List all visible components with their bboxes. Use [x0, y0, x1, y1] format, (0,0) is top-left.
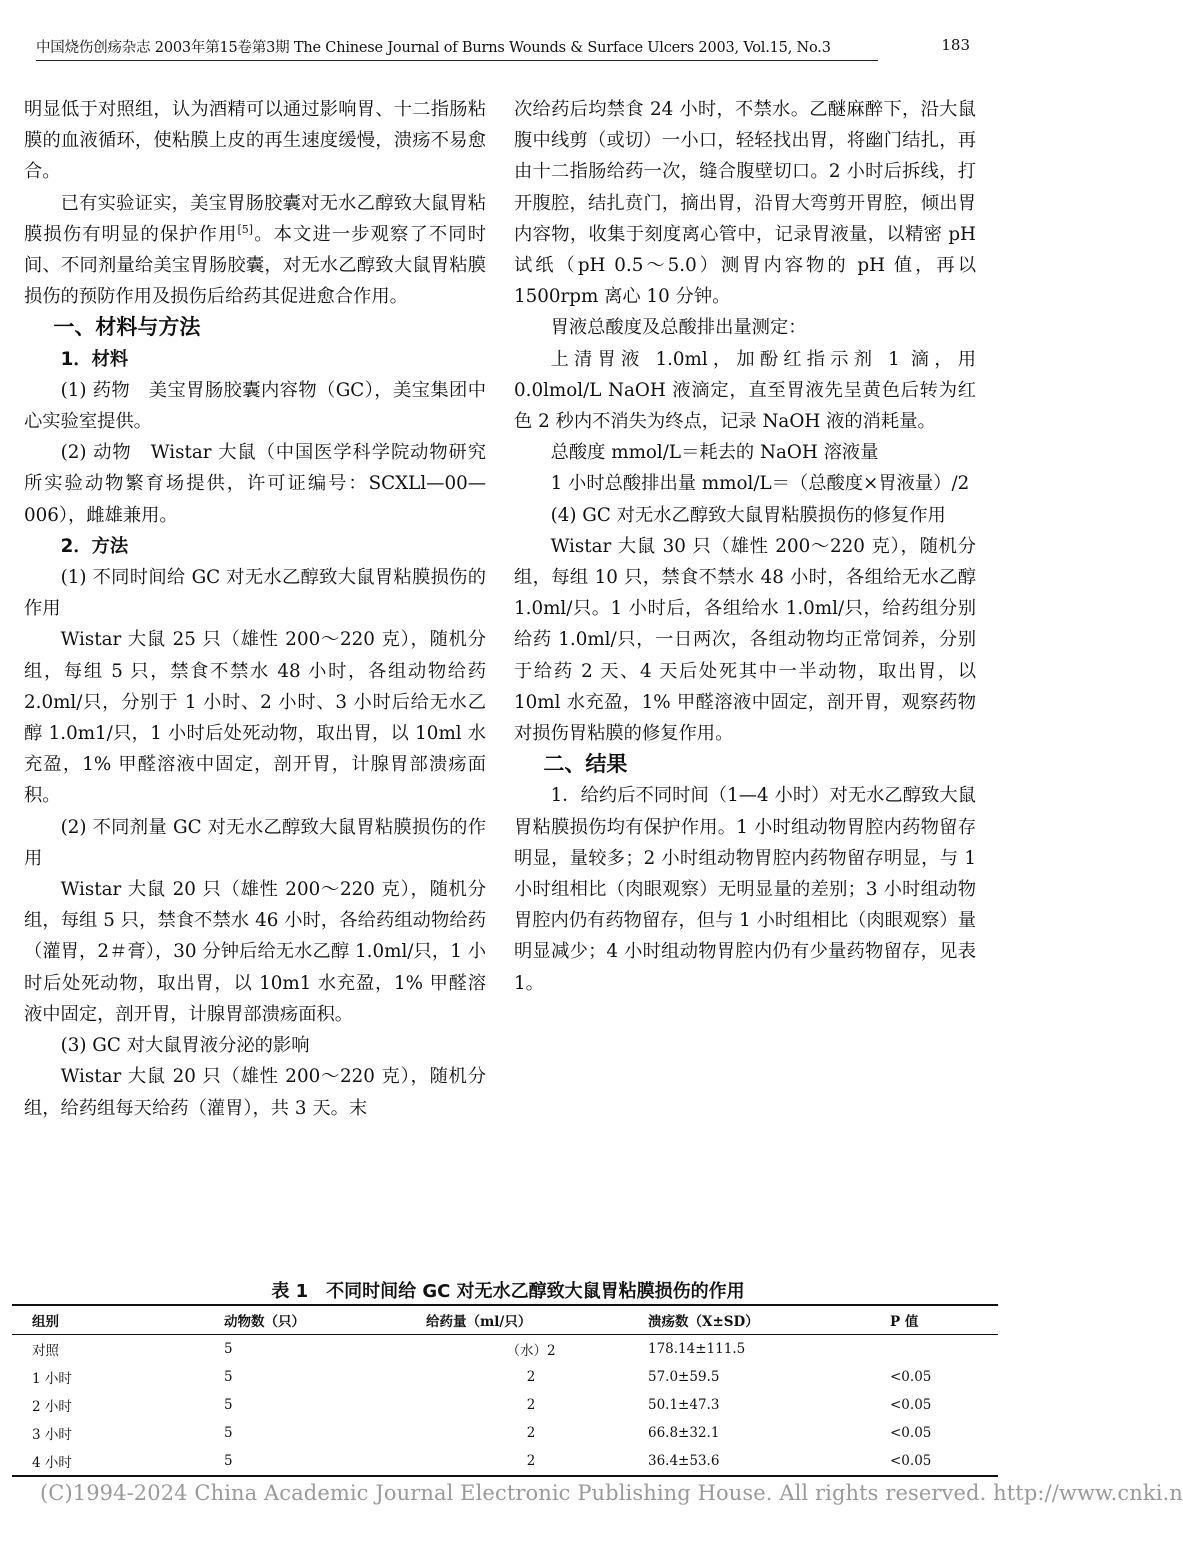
- paragraph-text: Wistar 大鼠 20 只（雄性 200～220 克），随机分组，每组 5 只，禁食不禁水 46 小时，各给药组动物给药（灌胃，2＃膏），30 分钟后给无水乙醇 1.0ml/只，1 小时后处死动物，取出胃，以 10m1 水充盈，1% 甲醛溶液中固定，剖开胃，计腺胃部溃疡面积。: [24, 879, 486, 1025]
- paragraph: [24, 874, 486, 1030]
- paragraph: [24, 1061, 486, 1123]
- table-header-row: [12, 1305, 998, 1335]
- paragraph-text: 明显低于对照组，认为酒精可以通过影响胃、十二指肠粘膜的血液循环，使粘膜上皮的再生速度缓慢，溃疡不易愈合。: [24, 99, 486, 183]
- paragraph-text: 二、结果: [543, 752, 628, 777]
- table-cell: <0.05: [890, 1397, 932, 1413]
- header-rule: [36, 60, 878, 61]
- paragraph: [24, 812, 486, 874]
- table-title: 表 1 不同时间给 GC 对无水乙醇致大鼠胃粘膜损伤的作用: [271, 1281, 745, 1302]
- table-cell: 5: [224, 1425, 233, 1441]
- paragraph-text: 已有实验证实，美宝胃肠胶囊对无水乙醇致大鼠胃粘膜损伤有明显的保护作用: [24, 192, 486, 245]
- paragraph-text: 上清胃液 1.0ml，加酚红指示剂 1 滴，用 0.0lmol/L NaOH 液滴定，直至胃液先呈黄色后转为红色 2 秒内不消失为终点，记录 NaOH 液的消耗量。: [514, 348, 976, 433]
- table-row: [12, 1335, 998, 1364]
- copyright-footer: (C)1994-2024 China Academic Journal Electronic Publishing House. All rights reserved. http://www.cnki.n: [40, 1481, 1183, 1505]
- column-header: 组别: [12, 1305, 218, 1335]
- table-cell: [884, 1335, 998, 1364]
- table-row: [12, 1363, 998, 1391]
- paragraph-text: (2) 动物 Wistar 大鼠（中国医学科学院动物研究所实验动物繁育场提供，许可证编号：SCXLl—00—006），雌雄兼用。: [24, 442, 486, 526]
- citation-ref: [5]: [237, 222, 254, 236]
- table-cell: 2: [526, 1425, 536, 1441]
- table-cell: 1 小时: [32, 1371, 72, 1387]
- table-cell: 2: [420, 1447, 642, 1476]
- paragraph-text: (1) 不同时间给 GC 对无水乙醇致大鼠胃粘膜损伤的作用: [24, 567, 486, 620]
- paragraph-text: Wistar 大鼠 30 只（雄性 200～220 克），随机分组，每组 10 只，禁食不禁水 48 小时，各组给无水乙醇 1.0ml/只。1 小时后，各组给水 1.0ml/只，给药组分别给药 1.0ml/只，一日两次，各组动物均正常饲养，分别于给药 2 天、4 天后处死其中一半动物，取出胃，以 10ml 水充盈，1% 甲醛溶液中固定，剖开胃，观察药物对损伤胃粘膜的修复作用。: [514, 535, 976, 745]
- paragraph-text: (3) GC 对大鼠胃液分泌的影响: [60, 1035, 310, 1057]
- column-header: P 值: [884, 1305, 998, 1335]
- paragraph: [514, 468, 976, 499]
- paragraph-text: (2) 不同剂量 GC 对无水乙醇致大鼠胃粘膜损伤的作用: [24, 816, 486, 869]
- section-heading: [24, 312, 486, 343]
- table-cell: 178.14±111.5: [648, 1341, 746, 1357]
- table-cell: 2: [526, 1369, 536, 1385]
- column-header: 给药量（ml/只）: [420, 1305, 642, 1335]
- table-cell: 对照: [32, 1343, 59, 1359]
- paragraph-text: (4) GC 对无水乙醇致大鼠胃粘膜损伤的修复作用: [550, 504, 946, 526]
- paragraph-text: 次给药后均禁食 24 小时，不禁水。乙醚麻醉下，沿大鼠腹中线剪（或切）一小口，轻轻找出胃，将幽门结扎，再由十二指肠给药一次，缝合腹壁切口。2 小时后拆线，打开腹腔，结扎贲门，摘出胃，沿胃大弯剪开胃腔，倾出胃内容物，收集于刻度离心管中，记录胃液量，以精密 pH 试纸（pH 0.5～5.0）测胃内容物的 pH 值，再以 1500rpm 离心 10 分钟。: [514, 99, 976, 308]
- paragraph: [514, 94, 976, 312]
- column-header: 溃疡数（X±SD）: [642, 1305, 884, 1335]
- paragraph: [24, 1030, 486, 1061]
- table-row: [12, 1447, 998, 1476]
- paragraph-text: 1．给约后不同时间（1—4 小时）对无水乙醇致大鼠胃粘膜损伤均有保护作用。1 小时组动物胃腔内药物留存明显，量较多；2 小时组动物胃腔内药物留存明显，与 1 小时组相比（肉眼观察）无明显量的差别；3 小时组动物胃腔内仍有药物留存，但与 1 小时组相比（肉眼观察）量明显减少；4 小时组动物胃腔内仍有少量药物留存，见表 1。: [514, 785, 977, 994]
- paragraph-text: (1) 药物 美宝胃肠胶囊内容物（GC），美宝集团中心实验室提供。: [24, 379, 486, 433]
- paragraph: [514, 437, 976, 468]
- subsection-heading: [24, 531, 486, 562]
- results-table: [12, 1304, 998, 1477]
- paragraph-text: 2．方法: [60, 535, 129, 557]
- paragraph: [24, 375, 486, 437]
- table-cell: <0.05: [890, 1369, 932, 1385]
- paragraph-text: 1．材料: [60, 348, 129, 370]
- paragraph: [514, 531, 976, 749]
- page-number: 183: [941, 36, 970, 54]
- table-cell: 2 小时: [32, 1399, 72, 1415]
- right-column: [514, 94, 976, 999]
- table-cell: <0.05: [884, 1447, 998, 1476]
- table-cell: 2: [526, 1397, 536, 1413]
- table-cell: 5: [224, 1341, 233, 1357]
- table-cell: 5: [224, 1369, 233, 1385]
- section-heading: [514, 749, 976, 780]
- journal-running-title: 中国烧伤创疡杂志 2003年第15卷第3期 The Chinese Journal of Burns Wounds & Surface Ulcers 2003, Vol.15, No.3: [36, 40, 831, 56]
- paragraph-text: 一、材料与方法: [53, 315, 201, 340]
- table-cell: 3 小时: [32, 1427, 72, 1443]
- table-cell: 57.0±59.5: [648, 1369, 720, 1385]
- paragraph-text: 。本文进一步观察了不同时间、不同剂量给美宝胃肠胶囊，对无水乙醇致大鼠胃粘膜损伤的预防作用及损伤后给药其促进愈合作用。: [24, 223, 487, 308]
- table-row: [12, 1391, 998, 1419]
- table-cell: 66.8±32.1: [648, 1425, 720, 1441]
- paragraph: [514, 344, 976, 438]
- column-header: 动物数（只）: [218, 1305, 420, 1335]
- paragraph: [514, 312, 976, 343]
- paragraph: [24, 562, 486, 624]
- paragraph: [24, 624, 486, 811]
- paragraph: [24, 437, 486, 531]
- paragraph-text: Wistar 大鼠 20 只（雄性 200～220 克），随机分组，给药组每天给药（灌胃），共 3 天。末: [24, 1066, 486, 1119]
- paragraph: [514, 500, 976, 531]
- paragraph: [24, 188, 486, 313]
- paragraph: [24, 94, 486, 188]
- table-cell: 36.4±53.6: [642, 1447, 884, 1476]
- table-cell: （水）2: [506, 1343, 556, 1359]
- paragraph-text: 总酸度 mmol/L＝耗去的 NaOH 溶液量: [550, 442, 879, 464]
- table-cell: <0.05: [890, 1425, 932, 1441]
- table-row: [12, 1419, 998, 1447]
- paragraph-text: Wistar 大鼠 25 只（雄性 200～220 克），随机分组，每组 5 只，禁食不禁水 48 小时，各组动物给药 2.0ml/只，分别于 1 小时、2 小时、3 小时后给无水乙醇 1.0m1/只，1 小时后处死动物，取出胃，以 10ml 水充盈，1% 甲醛溶液中固定，剖开胃，计腺胃部溃疡面积。: [24, 629, 486, 807]
- table-cell: 4 小时: [12, 1447, 218, 1476]
- paragraph-text: 胃液总酸度及总酸排出量测定：: [550, 317, 807, 339]
- paragraph: [514, 780, 976, 998]
- running-header: [18, 36, 998, 58]
- subsection-heading: [24, 344, 486, 375]
- table-cell: 50.1±47.3: [648, 1397, 720, 1413]
- table-body: [12, 1335, 998, 1477]
- table-cell: 5: [224, 1397, 233, 1413]
- table-cell: 5: [218, 1447, 420, 1476]
- paragraph-text: 1 小时总酸排出量 mmol/L＝（总酸度×胃液量）/2: [550, 473, 970, 495]
- left-column: [24, 94, 486, 1124]
